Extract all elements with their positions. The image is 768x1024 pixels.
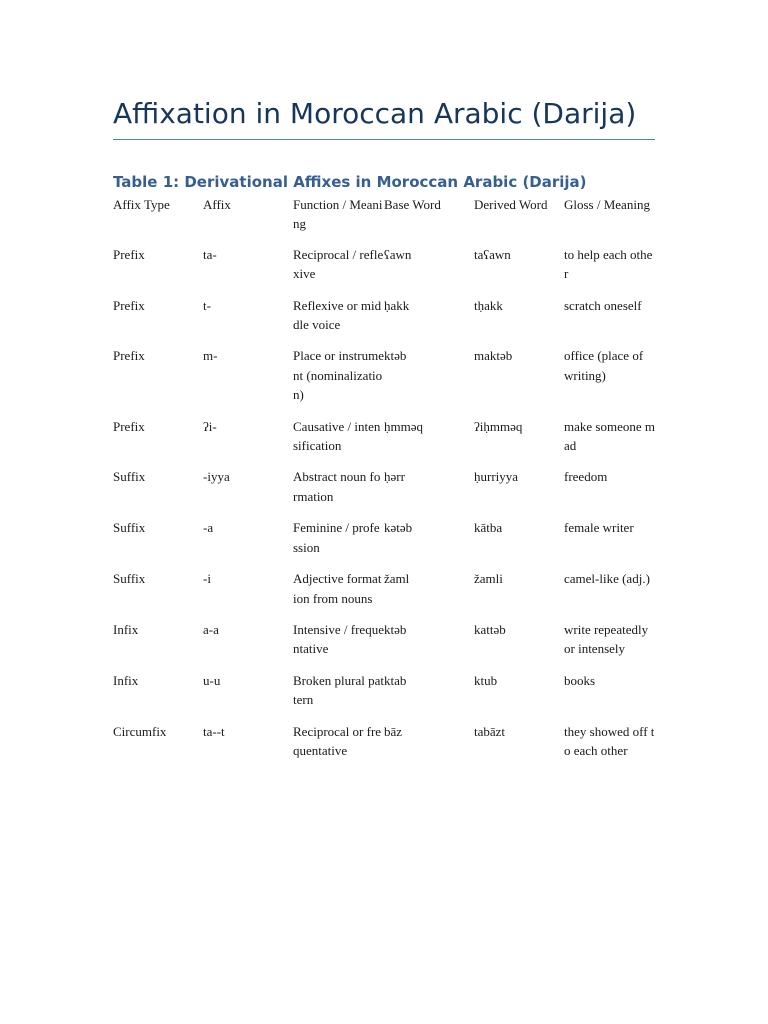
cell-function: Broken plural pattern	[293, 672, 384, 708]
title-underline-rule	[113, 139, 655, 140]
cell-gloss: they showed off to each other	[564, 723, 655, 758]
table-row	[113, 417, 655, 468]
cell-base-word: ḥmməq	[384, 418, 423, 434]
header-affix: Affix	[203, 197, 231, 212]
cell-function: Intensive / frequentative	[293, 621, 384, 657]
cell-base-word: ktəb	[384, 621, 407, 637]
header-function-meaning: Function / Meaning	[293, 197, 383, 232]
cell-affix-type: Infix	[113, 621, 139, 637]
header-gloss-meaning: Gloss / Meaning	[564, 197, 650, 212]
table-row	[113, 569, 655, 620]
cell-affix: -a	[203, 520, 214, 536]
cell-affix-type: Circumfix	[113, 723, 167, 739]
cell-affix: ta--t	[203, 723, 225, 739]
table-row	[113, 346, 655, 416]
cell-base-word: ḥərr	[384, 469, 405, 485]
cell-affix: ta-	[203, 246, 217, 262]
table-row	[113, 671, 655, 722]
cell-function: Causative / intensification	[293, 418, 381, 454]
document-title: Affixation in Moroccan Arabic (Darija)	[113, 97, 637, 130]
cell-function: Adjective formation from nouns	[293, 571, 382, 606]
cell-affix-type: Suffix	[113, 469, 146, 485]
cell-base-word: ʕawn	[384, 246, 412, 262]
cell-affix-type: Infix	[113, 672, 139, 688]
header-derived-word: Derived Word	[474, 197, 548, 212]
table-row	[113, 296, 655, 347]
cell-function: Feminine / profession	[293, 520, 380, 555]
cell-gloss: books	[564, 672, 596, 688]
cell-base-word: ktab	[384, 672, 407, 688]
cell-base-word: ktəb	[384, 348, 407, 364]
cell-affix-type: Suffix	[113, 571, 146, 587]
cell-derived-word: kātba	[474, 520, 503, 536]
cell-derived-word: ʔiḥmməq	[474, 418, 523, 434]
cell-base-word: žaml	[384, 571, 410, 587]
cell-affix-type: Prefix	[113, 246, 145, 262]
cell-gloss: make someone mad	[564, 418, 655, 454]
cell-function: Reciprocal / reflexive	[293, 246, 384, 282]
cell-derived-word: ḥurriyya	[474, 469, 519, 485]
table-row	[113, 722, 655, 773]
cell-function: Reflexive or middle voice	[293, 297, 382, 333]
cell-function: Abstract noun formation	[293, 469, 381, 504]
cell-gloss: freedom	[564, 469, 608, 485]
cell-affix: u-u	[203, 672, 221, 688]
cell-derived-word: maktəb	[474, 348, 513, 364]
cell-derived-word: kattəb	[474, 621, 506, 637]
cell-gloss: to help each other	[564, 246, 653, 282]
header-affix-type: Affix Type	[113, 197, 170, 212]
table-header-row	[113, 195, 655, 245]
cell-affix: ʔi-	[203, 418, 217, 434]
table-row	[113, 620, 655, 671]
cell-derived-word: tḥakk	[474, 297, 503, 313]
cell-function: Reciprocal or frequentative	[293, 723, 382, 758]
cell-affix-type: Suffix	[113, 520, 146, 536]
cell-base-word: ḥakk	[384, 297, 410, 313]
cell-function: Place or instrument (nominalization)	[293, 348, 384, 403]
cell-gloss: office (place of writing)	[564, 348, 644, 383]
cell-affix-type: Prefix	[113, 418, 145, 434]
cell-gloss: scratch oneself	[564, 297, 642, 313]
cell-gloss: write repeatedly or intensely	[564, 621, 649, 657]
cell-affix: m-	[203, 348, 218, 364]
table-row	[113, 245, 655, 296]
header-base-word: Base Word	[384, 197, 441, 212]
derivational-affixes-table	[113, 195, 655, 772]
table-row	[113, 467, 655, 518]
table-caption: Table 1: Derivational Affixes in Moroccan Arabic (Darija)	[113, 173, 587, 191]
cell-derived-word: ktub	[474, 672, 498, 688]
cell-gloss: camel-like (adj.)	[564, 571, 650, 587]
cell-affix: t-	[203, 297, 211, 313]
cell-affix-type: Prefix	[113, 297, 145, 313]
cell-base-word: bāz	[384, 723, 403, 739]
cell-base-word: kətəb	[384, 520, 413, 536]
cell-affix: -iyya	[203, 469, 230, 485]
cell-affix: a-a	[203, 621, 219, 637]
cell-affix-type: Prefix	[113, 348, 145, 364]
cell-affix: -i	[203, 571, 211, 587]
cell-derived-word: tabāzt	[474, 723, 506, 739]
cell-gloss: female writer	[564, 520, 634, 536]
cell-derived-word: taʕawn	[474, 246, 511, 262]
table-row	[113, 518, 655, 569]
cell-derived-word: žamli	[474, 571, 503, 587]
